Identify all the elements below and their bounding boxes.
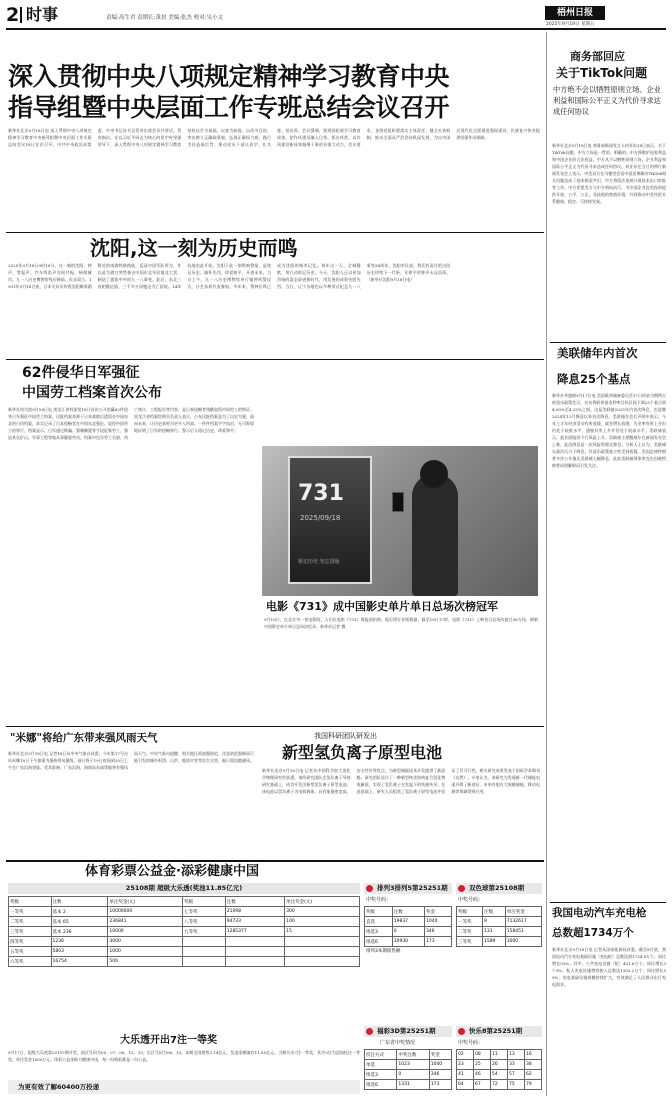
table-cell: 八等奖 — [183, 917, 226, 927]
number-cell: 64 — [457, 1080, 474, 1090]
number-cell: 11 — [491, 1050, 508, 1060]
table-cell: 21098 — [225, 907, 284, 917]
battery-kicker: 我国科研团队研发出 — [314, 732, 377, 740]
archives-headline-2: 中国劳工档案首次公布 — [22, 385, 162, 401]
archives-body: 新华社哈尔滨9月18日电 黑龙江省档案馆18日首次公开馆藏62件侵华日军强征中国劳工档案。这批档案来源于日本战败后遗留在中国东北的日伪档案，真实记录了日本侵略者在中国东北强征、奴役中国劳工的罪行。档案显示，日军通过欺骗、强制摊派等手段征集劳工，强迫其在矿山、军事工程等地从事繁重劳动。档案中包含劳工名册、伤亡统计、工程报告等内容，是日本侵略者残酷奴役中国劳工的铁证。黑龙江省档案馆相关负责人表示，公布这批档案是为了以史为鉴、面向未来，让历史真相为更多人所知。一件件档案字字血泪，无可辩驳地证明了日军的侵略罪行。警示后人铭记历史，珍爱和平。 — [8, 407, 254, 440]
fed-headline-2: 降息25个基点 — [557, 372, 631, 386]
table-cell: 1023 — [397, 1060, 429, 1070]
table-cell: 3000 — [108, 937, 183, 947]
table-row — [365, 917, 452, 927]
table-cell: 三等奖 — [9, 927, 52, 937]
ev-body: 新华社北京9月18日电 记者从国家能源局获悉，截至8月底，我国电动汽车充电基础设施（充电枪）总数达到1734.8万个，同比增长53%。其中，公共充电设施（枪）431.6万个，同比增长37.9%；私人充电设施增容接入总数达1303.2万个，同比增长59%，充电基础设施规模持续扩大，有效满足了人民群众出行充电需求。 — [552, 947, 666, 987]
number-cell: 16 — [525, 1050, 542, 1060]
ev-headline-2: 总数超1734万个 — [552, 927, 634, 939]
table-cell: 1040 — [429, 1060, 451, 1070]
tiktok-subhead: 中方绝不会以牺牲原则立场、企业利益和国际公平正义为代价寻求达成任何协议 — [553, 85, 661, 116]
person-head — [420, 460, 448, 488]
number-cell: 46 — [474, 1070, 491, 1080]
table-header: 奖金 — [429, 1050, 451, 1060]
table-row — [9, 957, 360, 967]
kl8-grid — [456, 1049, 542, 1090]
table-cell — [183, 947, 226, 957]
ssq-sub: 中奖号码： — [458, 897, 484, 903]
pl3-table — [364, 906, 452, 947]
ev-headline-1: 我国电动汽车充电枪 — [552, 907, 647, 919]
film-photo — [262, 446, 538, 596]
table-row — [365, 927, 452, 937]
table-cell: 158451 — [505, 927, 541, 937]
table-cell: 131 — [482, 927, 505, 937]
table-row — [457, 1080, 542, 1090]
film-caption-title: 电影《731》成中国影史单片单日总场次榜冠军 — [266, 600, 498, 613]
number-cell: 75 — [508, 1080, 525, 1090]
table-cell: 5803 — [51, 947, 108, 957]
table-header: 奖级 — [365, 907, 393, 917]
lottery-prize-table — [8, 896, 360, 967]
number-cell: 62 — [525, 1070, 542, 1080]
table-cell: 15 — [285, 927, 360, 937]
battery-body: 新华社北京9月18日电 记者从中国科学院大连化学物理研究所获悉，该所研究团队在氢负离子导体研究基础上，成功开发出新型氢负离子原型电池。该电池以氢负离子为电荷载体，具有能量密度高、安全性好等优点，为新型储能技术开发提供了新思路。研究团队设计了一种新型核壳结构复合氢化物电解质，实现了氢负离子在室温下的快速传导。在此基础上，研究人员组装了氢负离子原型电池并验证了其可行性。相关研究成果发表于国际学术期刊《自然》。专家认为，该研究为发展新一代储能电池开辟了新途径，未来有望在大规模储能、移动电源等领域得到应用。 — [262, 768, 540, 794]
table-cell: 346 — [425, 927, 452, 937]
table-cell: 7132617 — [505, 917, 541, 927]
table-cell: 1236 — [51, 937, 108, 947]
number-cell: 54 — [491, 1070, 508, 1080]
table-row — [9, 907, 360, 917]
table-cell: 六等奖 — [9, 957, 52, 967]
table-cell — [225, 947, 284, 957]
table-cell — [225, 957, 284, 967]
ev-rule — [550, 902, 666, 903]
table-row — [9, 947, 360, 957]
table-header: 注数 — [51, 897, 108, 907]
number-cell: 41 — [457, 1070, 474, 1080]
table-cell — [183, 957, 226, 967]
table-cell: 单选 — [365, 1060, 397, 1070]
table-cell: 19837 — [392, 917, 424, 927]
table-cell: 四等奖 — [9, 937, 52, 947]
table-row — [457, 1070, 542, 1080]
lottery-table — [8, 896, 360, 967]
table-header: 奖金 — [425, 907, 452, 917]
right-column-rule — [546, 32, 547, 1096]
lead-body: 新华社北京9月18日电 深入贯彻中央八项规定精神学习教育中央指导组暨中央层面工作专班总结会议18日在京召开。中共中央政治局常委、中央书记处书记蔡奇出席会议并讲话。蔡奇指出，在以习近平同志为核心的党中央坚强领导下，深入贯彻中央八项规定精神学习教育坚持以学为基础、以查为前提、以改为目的，突出树立正确政绩观、弘扬正确权力观、践行为民造福宗旨，推动党员干部认真学、扎实查、坚决改。会议强调，要巩固拓展学习教育成果，把作风建设融入日常、抓在经常，以作风建设新成效凝聚干事创业强大动力。会议要求，各级党组织要落实主体责任，健全长效机制，推动全面从严治党向纵深发展，为以中国式现代化全面推进强国建设、民族复兴伟业提供坚强作风保障。 — [8, 128, 540, 147]
table-cell: 组选3 — [365, 1070, 397, 1080]
tiktok-kicker: 商务部回应 — [570, 50, 625, 63]
tiktok-body: 新华社北京9月18日电 商务部新闻发言人何亚东18日表示，关于TikTok问题，中方立场是一贯的、明确的。中方将维护国家利益和中国企业的合法权益。中方从不以牺牲原则立场、企业利益和国际公平正义为代价寻求达成任何协议。何亚东在当日的例行新闻发布会上表示，中美双方在马德里会谈中就妥善解决TikTok相关问题达成了基本框架共识，中方将依法依规开展技术出口审批等工作。中方希望美方与中方相向而行，为中国企业赴美投资提供开放、公平、公正、非歧视的营商环境，共同推动中美经贸关系健康、稳定、可持续发展。 — [552, 143, 666, 204]
kl8-sub: 中奖号码： — [458, 1040, 484, 1046]
mina-headline: "米娜"将给广东带来强风雨天气 — [10, 732, 158, 744]
table-cell: 组选3 — [365, 927, 393, 937]
table-cell: 1589 — [482, 937, 505, 947]
table-cell: 基本 65 — [51, 917, 108, 927]
table-cell: 九等奖 — [183, 927, 226, 937]
table-cell: 1040 — [425, 917, 452, 927]
table-cell: 100 — [285, 917, 360, 927]
number-cell: 08 — [474, 1050, 491, 1060]
table-cell: 1000 — [108, 947, 183, 957]
table-cell: 0 — [392, 927, 424, 937]
number-cell: 13 — [508, 1050, 525, 1060]
ssq-title: 双色球第25108期 — [456, 883, 542, 894]
table-row — [365, 1080, 452, 1090]
fc3d-sub: 广东省中奖情况 — [380, 1040, 416, 1046]
table-row — [457, 1060, 542, 1070]
table-cell: 16754 — [51, 957, 108, 967]
table-row — [457, 937, 542, 947]
issue-date: 2025年9月19日 星期五 — [546, 22, 595, 27]
table-cell: 组选6 — [365, 1080, 397, 1090]
shenyang-rule — [6, 359, 544, 360]
film-caption-body: 9月18日，在北京市一家电影院，人们在电影《731》海报前拍照。据灯塔专业版数据，截至18日17时，电影《731》上映首日总场次超过58万场，刷新中国影史单片单日总场次纪录。新华社记者 摄 — [264, 617, 538, 629]
table-cell: 3000 — [505, 937, 541, 947]
lottery-award-body: 9月17日，超级大乐透第25107期开奖，前区号码为05、07、08、15、33，后区号码为06、10。本期全国销售3.14亿元，奖池金额滚存11.85亿元。当期开出7注一等奖，其中3注为追加投注一等奖，单注奖金1800万元。体彩公益金助力健康中国，每一份购彩都是一份公益。 — [8, 1050, 360, 1062]
table-cell — [225, 937, 284, 947]
ssq-table-wrap — [456, 906, 542, 947]
table-header: 注数 — [482, 907, 505, 917]
kl8-grid-wrap — [456, 1049, 542, 1090]
pl3-table-wrap — [364, 906, 452, 947]
table-header: 注数 — [225, 897, 284, 907]
fc3d-title: 福彩3D第25251期 — [364, 1026, 452, 1037]
pl3-sales: 排列3本期销售额： — [366, 949, 405, 954]
lottery-award-title: 大乐透开出7注一等奖 — [120, 1035, 217, 1046]
fed-body: 新华社华盛顿9月17日电 美国联邦储备委员会17日结束为期两天的货币政策会议，宣布将联邦基金利率目标区间下调25个基点到4.00%至4.25%之间。这是美联储2025年内首次降息，也是继2024年12月降息以来首次降息。美联储在会后声明中表示，今年上半年经济活动有所放缓，就业增长放缓，失业率有所上升但仍处于较低水平，通胀有所上升并仍处于较高水平。美联储表示，就业面临的下行风险上升。美联储主席鲍威尔在新闻发布会上称，此次降息是一次风险管理式降息。分析人士认为，美联储在政治压力下降息，其货币政策独立性受到质疑。美国总统特朗普多次公开施压美联储大幅降息，此前美联储理事库克也因被特朗普试图解职而引发关注。 — [552, 393, 666, 468]
table-cell: 173 — [425, 937, 452, 947]
table-cell: 基本 236 — [51, 927, 108, 937]
number-cell: 57 — [508, 1070, 525, 1080]
shenyang-headline: 沈阳,这一刻为历史而鸣 — [90, 236, 298, 260]
lottery-banner: 体育彩票公益金·添彩健康中国 — [85, 864, 259, 879]
lead-rule — [6, 232, 544, 233]
table-row — [9, 917, 360, 927]
number-cell: 26 — [491, 1060, 508, 1070]
table-cell: 一等奖 — [9, 907, 52, 917]
number-cell: 67 — [474, 1080, 491, 1090]
fc3d-table — [364, 1049, 452, 1090]
number-cell: 25 — [474, 1060, 491, 1070]
table-row — [457, 927, 542, 937]
table-cell: 236841 — [108, 917, 183, 927]
table-cell: 300 — [285, 907, 360, 917]
table-cell — [183, 937, 226, 947]
page-number: 2 — [6, 4, 20, 26]
table-header: 奖级 — [183, 897, 226, 907]
phone-shape — [392, 492, 404, 512]
table-row — [9, 937, 360, 947]
mina-body: 新华社北京9月18日电 记者18日从中央气象台获悉，今年第17号台风米娜18日下午加强为强热带风暴级，预计将于19日夜间到20日上午在广东沿海登陆。受其影响，广东沿海、海南岛东部等地将有强风雨天气。中央气象台提醒，相关地区需加强防范，注意防范强降雨可能引发的城乡积涝、山洪、地质灾害等次生灾害，船只需回港避风。 — [8, 751, 254, 770]
fc3d-table-wrap — [364, 1049, 452, 1090]
ssq-table — [456, 906, 542, 947]
table-header-row — [365, 907, 452, 917]
masthead-rule — [6, 28, 666, 30]
number-cell: 33 — [508, 1060, 525, 1070]
table-cell — [285, 937, 360, 947]
table-header-row — [457, 907, 542, 917]
table-cell: 10000 — [108, 927, 183, 937]
credits: 责编:高生君 责期长:黄晨 美编:张杰 校对:吴小文 — [106, 15, 224, 21]
pl3-title: 排列3排列5第25251期 — [364, 883, 452, 894]
section-divider — [20, 7, 22, 23]
table-header: 奖级 — [457, 907, 483, 917]
table-cell: 一等奖 — [457, 917, 483, 927]
table-cell: 500 — [108, 957, 183, 967]
table-row — [457, 917, 542, 927]
table-cell — [285, 947, 360, 957]
table-cell: 二等奖 — [9, 917, 52, 927]
film-poster — [288, 456, 372, 584]
poster-tagline: 铭记历史 勿忘国耻 — [298, 559, 340, 565]
lottery-top-rule — [6, 860, 544, 862]
table-header-row — [365, 1050, 452, 1060]
table-cell: 1285377 — [225, 927, 284, 937]
table-cell: 346 — [429, 1070, 451, 1080]
table-row — [365, 1060, 452, 1070]
logo-text: 梧州日报 — [556, 8, 593, 18]
archives-headline-1: 62件侵华日军强征 — [22, 365, 140, 381]
shenyang-body: 2025年9月18日9时18分，这一刻的沈阳，钟声、警报声、汽车鸣笛声交织共振，响彻城市。九一八历史博物馆残历碑前，民众肃立。1931年9月18日夜，日本关东军炸毁沈阳柳条湖附近的南满铁路路轨，反诬中国军队所为，并以此为借口突然袭击中国东北军驻地北大营，制造了震惊中外的九一八事变。此后，东北三省相继沦陷，三千多万同胞沦为亡国奴。14年抗战由此开始。沈阳于此一刻鸣响警报，是铭记历史、缅怀先烈、珍爱和平、开创未来。当日上午，九一八历史博物馆举行撞钟鸣警仪式，社会各界代表参加。多年来，警钟长鸣已成为沈阳的城市记忆。每年这一天，全城静默，用行动铭记历史。今天，沈阳人正以更加昂扬的姿态奋进新时代，用发展的成果告慰先烈。当日，辽宁各地也以多种形式纪念九一八事变94周年。沈阳市民说，我们有责任把这段历史讲给下一代听，让和平的钟声永远回荡。（新华社沈阳9月18日电） — [8, 263, 451, 289]
table-cell: 94733 — [225, 917, 284, 927]
table-cell: 二等奖 — [457, 927, 483, 937]
table-header: 注数 — [392, 907, 424, 917]
table-header: 单注奖金 — [505, 907, 541, 917]
lottery-subhead: 25108期 超级大乐透(奖池11.85亿元) — [8, 883, 360, 894]
table-cell: 10000000 — [108, 907, 183, 917]
table-cell: 1331 — [397, 1080, 429, 1090]
table-cell: 9 — [482, 917, 505, 927]
table-header: 奖级 — [9, 897, 52, 907]
mina-rule — [6, 726, 544, 727]
table-cell: 七等奖 — [183, 907, 226, 917]
table-header: 投注方式 — [365, 1050, 397, 1060]
lead-headline-2: 指导组暨中央层面工作专班总结会议召开 — [8, 93, 450, 122]
table-cell: 组选6 — [365, 937, 393, 947]
lottery-footer: 为更有效了解60400万投递 — [8, 1080, 360, 1094]
kl8-title: 快乐8第25251期 — [456, 1026, 542, 1037]
table-row — [457, 1050, 542, 1060]
table-header: 单注奖金(元) — [108, 897, 183, 907]
fed-rule — [550, 342, 666, 343]
pl3-sub: 中奖号码： — [366, 897, 392, 903]
battery-headline: 新型氢负离子原型电池 — [282, 743, 443, 762]
number-cell: 72 — [491, 1080, 508, 1090]
table-cell: 0 — [397, 1070, 429, 1080]
table-row — [365, 1070, 452, 1080]
table-cell: 基本 2 — [51, 907, 108, 917]
number-cell: 23 — [457, 1060, 474, 1070]
masthead — [6, 4, 666, 26]
table-header-row — [9, 897, 360, 907]
table-header: 单注奖金(元) — [285, 897, 360, 907]
poster-date: 2025/09/18 — [300, 514, 341, 522]
number-cell: 38 — [525, 1060, 542, 1070]
poster-title: 731 — [298, 481, 344, 506]
lead-headline-1: 深入贯彻中央八项规定精神学习教育中央 — [8, 62, 450, 91]
section-name: 时事 — [26, 5, 59, 24]
newspaper-logo — [545, 6, 605, 20]
number-cell: 79 — [525, 1080, 542, 1090]
person-silhouette — [412, 474, 458, 596]
table-row — [9, 927, 360, 937]
number-cell: 02 — [457, 1050, 474, 1060]
table-header: 中奖注数 — [397, 1050, 429, 1060]
table-row — [365, 937, 452, 947]
table-cell: 173 — [429, 1080, 451, 1090]
table-cell: 30930 — [392, 937, 424, 947]
table-cell: 三等奖 — [457, 937, 483, 947]
table-cell: 直选 — [365, 917, 393, 927]
tiktok-headline: 关于TikTok问题 — [556, 66, 648, 80]
table-cell — [285, 957, 360, 967]
fed-headline-1: 美联储年内首次 — [557, 346, 638, 360]
table-cell: 五等奖 — [9, 947, 52, 957]
